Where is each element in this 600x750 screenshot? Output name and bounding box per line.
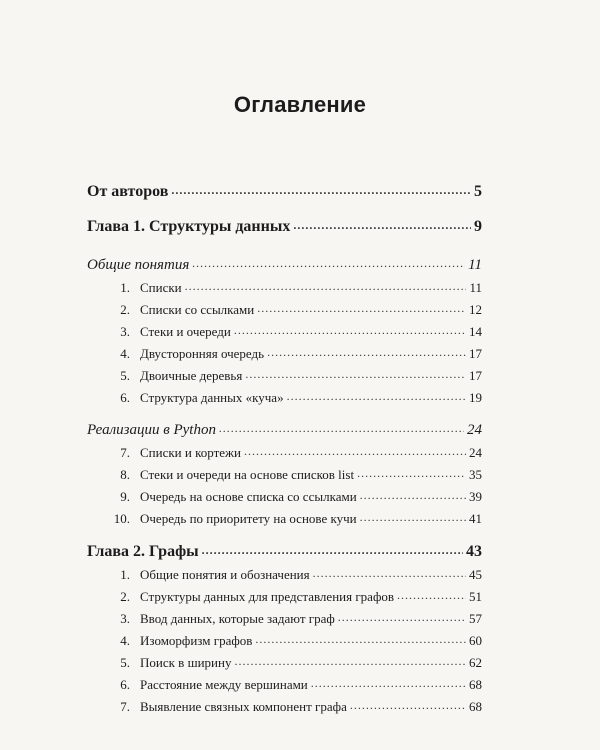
toc-entry-page: 35: [469, 467, 482, 482]
toc-item-number: 1.: [120, 280, 130, 295]
toc-entry-page: 39: [469, 489, 482, 504]
toc-item[interactable]: [112, 280, 482, 296]
toc-entry-label: 9. Очередь на основе списка со ссылками: [112, 489, 357, 505]
leader-dots: [287, 388, 466, 404]
toc-item-number: 1.: [120, 567, 130, 582]
toc-entry-chapter-1[interactable]: [87, 218, 482, 236]
toc-entry-page: 24: [469, 445, 482, 460]
toc-entry-page: 51: [469, 589, 482, 604]
toc-entry-page: 41: [469, 511, 482, 526]
toc-entry-page: 45: [469, 567, 482, 582]
leader-dots: [311, 675, 466, 691]
toc-item-number: 8.: [120, 467, 130, 482]
toc-item-number: 5.: [120, 368, 130, 383]
leader-dots: [185, 278, 467, 294]
toc-entry-label: 10. Очередь по приоритету на основе кучи: [113, 511, 357, 526]
toc-entry-label: 6. Структура данных «куча»: [112, 390, 284, 406]
toc-item-number: 6.: [120, 390, 130, 405]
toc-entry-label: Реализации в Python: [87, 422, 216, 438]
toc-entry-page: 17: [469, 346, 482, 361]
toc-item[interactable]: [112, 445, 482, 461]
toc-entry-page: 24: [467, 422, 482, 438]
toc-item-number: 2.: [120, 589, 130, 604]
toc-entry-label: 3. Стеки и очереди: [112, 324, 231, 340]
toc-entry-chapter-2[interactable]: [87, 543, 482, 561]
toc-item[interactable]: [112, 589, 482, 605]
toc-item[interactable]: [112, 467, 482, 483]
toc-item[interactable]: [112, 368, 482, 384]
toc-entry-page: 14: [469, 324, 482, 339]
toc-entry-page: 68: [469, 677, 482, 692]
toc-entry-label: 2. Структуры данных для представления графов: [112, 589, 394, 605]
toc-item-number: 6.: [120, 677, 130, 692]
toc-entry-page: 19: [469, 390, 482, 405]
toc-entry-label: Общие понятия: [87, 257, 190, 273]
leader-dots: [313, 565, 466, 581]
toc-entry-authors[interactable]: [87, 183, 482, 201]
toc-section-general[interactable]: [87, 257, 482, 274]
toc-item-number: 9.: [120, 489, 130, 504]
toc-item[interactable]: [112, 302, 482, 318]
toc-entry-page: 11: [468, 257, 482, 273]
toc-entry-label: От авторов: [87, 183, 169, 200]
leader-dots: [255, 631, 466, 647]
toc-entry-page: 5: [474, 183, 482, 200]
leader-dots: [360, 509, 466, 525]
leader-dots: [192, 255, 465, 272]
toc-entry-label: 1. Списки: [112, 280, 182, 296]
leader-dots: [360, 487, 466, 503]
toc-section-python[interactable]: [87, 422, 482, 439]
toc-entry-label: 7. Выявление связных компонент графа: [112, 699, 347, 715]
toc-item[interactable]: [112, 677, 482, 693]
toc-item[interactable]: [112, 567, 482, 583]
leader-dots: [257, 300, 466, 316]
toc-entry-label: 5. Поиск в ширину: [112, 655, 231, 671]
toc-item-number: 2.: [120, 302, 130, 317]
toc-entry-label: 6. Расстояние между вершинами: [112, 677, 308, 693]
toc-entry-label: 7. Списки и кортежи: [112, 445, 241, 461]
toc-entry-label: 4. Изоморфизм графов: [112, 633, 252, 649]
toc-item[interactable]: [112, 346, 482, 362]
leader-dots: [171, 181, 471, 199]
toc-item-number: 4.: [120, 633, 130, 648]
toc-entry-page: 9: [474, 218, 482, 235]
leader-dots: [350, 697, 466, 713]
toc-item[interactable]: [112, 655, 482, 671]
toc-entry-page: 60: [469, 633, 482, 648]
toc-item[interactable]: [112, 324, 482, 340]
toc-entry-page: 17: [469, 368, 482, 383]
toc-entry-page: 68: [469, 699, 482, 714]
toc-item-number: 3.: [120, 324, 130, 339]
toc-entry-label: 5. Двоичные деревья: [112, 368, 242, 384]
toc-entry-label: 4. Двусторонняя очередь: [112, 346, 264, 362]
leader-dots: [244, 443, 466, 459]
toc-entry-page: 12: [469, 302, 482, 317]
toc-item-number: 10.: [113, 511, 130, 526]
leader-dots: [245, 366, 466, 382]
toc-item[interactable]: [112, 611, 482, 627]
toc-item-number: 7.: [120, 445, 130, 460]
toc-entry-label: Глава 1. Структуры данных: [87, 218, 291, 235]
leader-dots: [338, 609, 466, 625]
toc-item[interactable]: [112, 390, 482, 406]
leader-dots: [202, 541, 463, 559]
toc-item[interactable]: [112, 633, 482, 649]
leader-dots: [267, 344, 466, 360]
toc-item-number: 5.: [120, 655, 130, 670]
leader-dots: [234, 322, 466, 338]
toc-item-number: 7.: [120, 699, 130, 714]
leader-dots: [293, 216, 471, 234]
leader-dots: [234, 653, 466, 669]
toc-entry-label: Глава 2. Графы: [87, 543, 199, 560]
toc-entry-label: 1. Общие понятия и обозначения: [112, 567, 310, 583]
toc-entry-page: 57: [469, 611, 482, 626]
toc-entry-page: 62: [469, 655, 482, 670]
toc-item-number: 3.: [120, 611, 130, 626]
leader-dots: [397, 587, 466, 603]
toc-entry-page: 11: [469, 280, 482, 295]
page-title: Оглавление: [233, 92, 367, 117]
toc-item[interactable]: [112, 511, 482, 527]
toc-item[interactable]: [112, 699, 482, 715]
toc-item-number: 4.: [120, 346, 130, 361]
toc-item[interactable]: [112, 489, 482, 505]
leader-dots: [357, 465, 466, 481]
toc-entry-label: 3. Ввод данных, которые задают граф: [112, 611, 335, 627]
toc-entry-label: 2. Списки со ссылками: [112, 302, 254, 318]
toc-entry-label: 8. Стеки и очереди на основе списков list: [112, 467, 354, 483]
leader-dots: [219, 420, 464, 437]
toc-entry-page: 43: [466, 543, 482, 560]
